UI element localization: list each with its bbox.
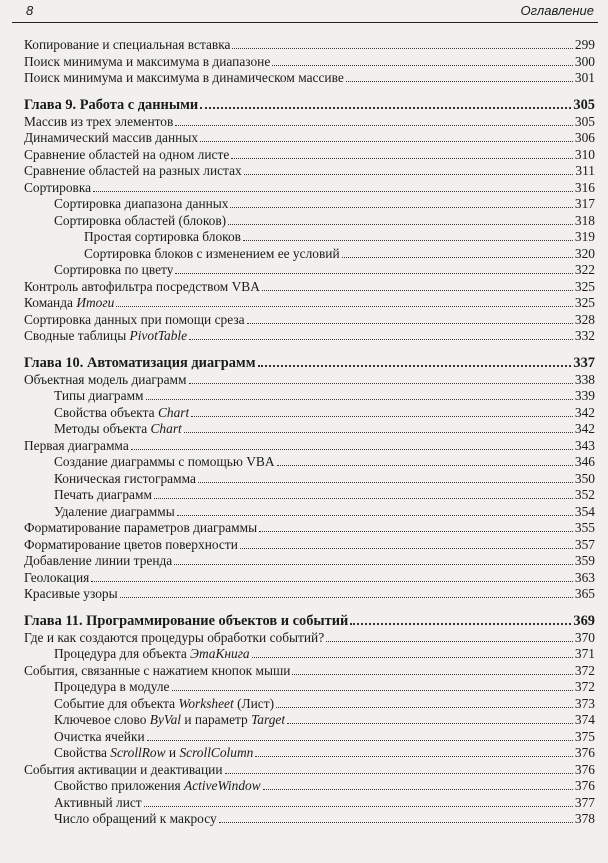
toc-entry-title [24,471,196,488]
toc-entry [24,762,595,779]
toc-title-italic-part: ActiveWindow [184,778,261,793]
toc-title-part: Активный лист [54,794,142,810]
toc-title-part: Создание диаграммы с помощью VBA [54,454,275,469]
toc-title-part: и параметр [181,712,252,727]
toc-entry-title [24,147,229,164]
toc-entry-title [24,54,270,71]
toc-title-part: Красивые узоры [24,586,118,601]
toc-title-part: Глава 10. Автоматизация диаграмм [24,354,256,371]
toc-entry [24,312,595,329]
toc-page-number: 320 [574,245,595,261]
dot-leader [174,554,573,565]
dot-leader [292,664,572,675]
toc-page-number: 343 [574,437,595,453]
toc-entry [24,246,595,263]
toc-entry-title [24,630,324,647]
toc-entry [24,279,595,296]
toc-title-part: Сводные таблицы [24,328,130,343]
toc-page-number: 299 [574,37,595,52]
header-page-number: 8 [26,3,34,18]
toc-title-part: Коническая гистограмма [54,470,196,486]
toc-page-number: 317 [574,196,595,211]
toc-title-part: Поиск минимума и максимума в динамическом массиве [24,70,344,85]
toc-entry-title [24,795,142,812]
toc-entry-title [24,811,217,828]
toc-title-part: и [165,745,180,760]
toc-entry [24,712,595,729]
toc-title-part: Геолокация [24,569,90,585]
dot-leader [230,197,572,208]
toc-entry-title [24,246,340,263]
toc-entry [24,729,595,746]
toc-title-italic-part: PivotTable [129,328,188,343]
dot-leader [247,313,573,324]
toc-page-number: 376 [574,761,595,777]
toc-entry-title [24,421,182,438]
toc-page-number: 373 [574,695,595,711]
toc-entry [24,147,595,164]
dot-leader [258,355,572,367]
toc-title-part: Копирование и специальная вставка [24,37,231,52]
toc-page-number: 371 [574,646,595,661]
toc-page-number: 355 [574,520,595,535]
toc-title-italic-part: ЭтаКнига [190,646,250,661]
toc-page-number: 365 [574,586,595,601]
toc-entry [24,438,595,455]
toc-entry-title [24,729,145,746]
toc-title-part: Печать диаграмм [54,487,152,502]
toc-title-part: Контроль автофильтра посредством VBA [24,278,260,294]
dot-leader [147,730,573,741]
toc-title-part: Сортировка диапазона данных [54,196,229,211]
toc-chapter-entry [24,354,595,372]
toc-page-number: 301 [574,70,595,85]
toc-page-number: 376 [574,745,595,760]
toc-page-number: 338 [574,371,595,387]
toc-title-part: Массив из трех элементов [24,113,174,129]
dot-leader [350,613,571,625]
toc-title-part: Глава 9. Работа с данными [24,96,199,113]
page-header [12,0,598,23]
toc-entry-title [24,37,230,54]
toc-entry [24,537,595,554]
toc-entry-title [24,570,89,587]
toc-title-part: Где и как создаются процедуры обработки событий? [24,629,325,645]
toc-entry [24,421,595,438]
dot-leader [189,329,573,340]
toc-title-part: Сортировка областей (блоков) [54,212,227,228]
toc-entry-title [24,663,290,680]
dot-leader [262,280,573,291]
toc-entry-title [24,712,285,729]
toc-page-number: 342 [574,421,595,436]
dot-leader [146,389,573,400]
dot-leader [154,488,573,499]
toc-entry [24,388,595,405]
dot-leader [175,263,573,274]
toc-entry [24,405,595,422]
toc-entry-title [24,487,152,504]
toc-entry [24,679,595,696]
toc-title-part: Форматирование параметров диаграммы [24,520,258,535]
toc-entry [24,630,595,647]
header-section-title: Оглавление [520,3,594,18]
dot-leader [243,230,573,241]
toc-entry-title [24,354,256,372]
toc-entry-title [24,762,223,779]
dot-leader [255,746,573,757]
toc-page-number: 316 [574,179,595,195]
toc-entry-title [24,279,260,296]
dot-leader [200,131,573,142]
toc-title-part: Процедура в модуле [54,679,170,694]
toc-entry [24,70,595,87]
dot-leader [272,55,573,66]
toc-entry [24,114,595,131]
toc-page-number: 370 [574,629,595,645]
toc-entry-title [24,262,173,279]
toc-title-italic-part: ScrollColumn [179,745,254,760]
dot-leader [231,148,573,159]
toc-entry-title [24,553,172,570]
dot-leader [228,214,573,225]
toc-title-part: Методы объекта [54,421,151,436]
dot-leader [131,439,573,450]
toc-page-number: 319 [574,229,595,244]
toc-entry [24,328,595,345]
toc-page-number: 369 [573,612,595,629]
toc-page-number: 363 [574,569,595,585]
toc-title-italic-part: Итоги [76,295,115,310]
dot-leader [276,697,573,708]
toc-entry-title [24,96,198,114]
toc-entry-title [24,612,348,630]
toc-entry [24,504,595,521]
toc-entry-title [24,328,187,345]
toc-title-italic-part: Chart [157,404,190,420]
toc-title-italic-part: Chart [150,421,182,436]
dot-leader [172,680,573,691]
toc-title-part: События активации и деактивации [24,761,223,777]
toc-title-part: Простая сортировка блоков [84,229,241,244]
toc-page-number: 337 [573,354,595,371]
toc-entry-title [24,388,144,405]
toc-page-number: 328 [574,311,595,327]
dot-leader [120,587,573,598]
toc-entry-title [24,696,274,713]
toc-title-part: Сортировка [24,179,92,195]
toc-title-part: События, связанные с нажатием кнопок мыши [24,662,291,678]
toc-entry-title [24,679,170,696]
toc-entry-title [24,295,114,312]
toc-entry-title [24,312,245,329]
toc-entry [24,130,595,147]
toc-entry [24,487,595,504]
toc-page-number: 354 [574,503,595,519]
toc-entry-title [24,745,253,762]
toc-entry [24,696,595,713]
dot-leader [189,373,573,384]
dot-leader [259,521,573,532]
dot-leader [184,422,573,433]
toc-page-number: 300 [574,53,595,69]
toc-entry-title [24,114,173,131]
dot-leader [252,647,573,658]
dot-leader [342,247,573,258]
toc-title-part: Свойства объекта [54,404,158,420]
toc-title-part: Первая диаграмма [24,437,129,453]
toc-page-number: 352 [574,487,595,502]
toc-title-italic-part: Worksheet [178,695,234,711]
toc-title-part: Свойства [54,745,111,760]
toc-entry [24,520,595,537]
dot-leader [346,71,573,82]
toc-page-number: 305 [573,96,595,113]
toc-entry [24,180,595,197]
dot-leader [198,472,573,483]
toc-entry [24,54,595,71]
dot-leader [244,164,574,175]
toc-entry-title [24,778,261,795]
toc-entry-title [24,229,241,246]
toc-entry-title [24,646,250,663]
toc-entry-title [24,405,189,422]
toc-page-number: 378 [574,811,595,826]
dot-leader [232,38,572,49]
toc-page-number: 374 [574,712,595,727]
toc-title-part: Динамический массив данных [24,130,199,145]
toc-entry [24,811,595,828]
toc-title-part: Число обращений к макросу [54,811,217,826]
dot-leader [219,812,573,823]
toc-page-number: 346 [574,454,595,469]
dot-leader [91,571,573,582]
toc-title-part: Поиск минимума и максимума в диапазоне [24,53,271,69]
toc-title-part: Сортировка блоков с изменением ее условий [84,245,340,261]
dot-leader [240,538,573,549]
toc-title-part: Команда [24,295,77,310]
toc-title-part: Добавление линии тренда [24,553,173,568]
toc-title-part: Форматирование цветов поверхности [24,536,238,552]
toc-entry [24,196,595,213]
toc-entry [24,163,595,180]
dot-leader [191,406,573,417]
toc-title-part: Ключевое слово [54,712,150,727]
dot-leader [116,296,573,307]
toc-title-part: Сортировка по цвету [54,262,174,277]
toc-title-part: Сравнение областей на одном листе [24,146,230,162]
toc-title-part: Событие для объекта [54,695,179,711]
toc-page-number: 305 [574,113,595,129]
toc-page-number: 376 [574,778,595,793]
toc-page-number: 342 [574,404,595,420]
toc-title-part: Сравнение областей на разных листах [24,163,242,178]
toc-page-number: 375 [574,728,595,744]
toc-entry [24,262,595,279]
toc-entry-title [24,454,275,471]
toc-entry-title [24,586,118,603]
toc-page-number: 350 [574,470,595,486]
toc-title-part: Свойство приложения [54,778,185,793]
toc-page-number: 332 [574,328,595,343]
toc-entry [24,37,595,54]
toc-title-italic-part: ScrollRow [110,745,166,760]
toc-title-part: Очистка ячейки [54,728,145,744]
toc-entry-title [24,520,257,537]
dot-leader [287,713,573,724]
dot-leader [225,763,573,774]
toc-page-number: 372 [574,679,595,694]
dot-leader [144,796,573,807]
toc-entry [24,471,595,488]
toc-title-italic-part: Target [251,712,286,727]
toc-chapter-entry [24,96,595,114]
toc-entry-title [24,180,91,197]
toc-entry-title [24,70,344,87]
toc-title-part: Процедура для объекта [54,646,191,661]
toc-entry [24,229,595,246]
table-of-contents [24,37,595,828]
toc-entry-title [24,372,187,389]
toc-entry [24,663,595,680]
toc-entry-title [24,163,242,180]
dot-leader [93,181,573,192]
toc-page-number: 318 [574,212,595,228]
dot-leader [277,455,573,466]
toc-entry [24,795,595,812]
toc-page-number: 357 [574,536,595,552]
toc-entry-title [24,196,228,213]
toc-page-number: 359 [574,553,595,568]
toc-entry-title [24,537,238,554]
toc-page-number: 325 [574,295,595,310]
dot-leader [177,505,573,516]
toc-entry [24,295,595,312]
toc-page-number: 339 [574,388,595,403]
dot-leader [200,97,571,109]
toc-page-number: 372 [574,662,595,678]
toc-page-number: 377 [574,794,595,810]
dot-leader [175,115,573,126]
toc-title-part: (Лист) [233,695,275,711]
toc-page-number: 325 [574,278,595,294]
toc-title-part: Типы диаграмм [54,388,144,403]
toc-entry [24,646,595,663]
toc-title-part: Удаление диаграммы [54,503,175,519]
toc-entry-title [24,130,198,147]
toc-entry [24,745,595,762]
toc-entry-title [24,438,129,455]
toc-entry-title [24,213,226,230]
toc-page-number: 322 [574,262,595,277]
toc-entry-title [24,504,175,521]
toc-page-number: 311 [575,163,595,178]
toc-page-number: 306 [574,130,595,145]
toc-entry [24,586,595,603]
toc-entry [24,570,595,587]
toc-entry [24,553,595,570]
dot-leader [326,631,573,642]
toc-title-part: Глава 11. Программирование объектов и событий [24,612,349,629]
toc-title-part: Сортировка данных при помощи среза [24,311,245,327]
toc-title-italic-part: ByVal [149,712,181,727]
toc-chapter-entry [24,612,595,630]
toc-entry [24,213,595,230]
toc-title-part: Объектная модель диаграмм [24,371,187,387]
dot-leader [263,779,573,790]
toc-entry [24,778,595,795]
toc-entry [24,454,595,471]
toc-page-number: 310 [574,146,595,162]
toc-entry [24,372,595,389]
